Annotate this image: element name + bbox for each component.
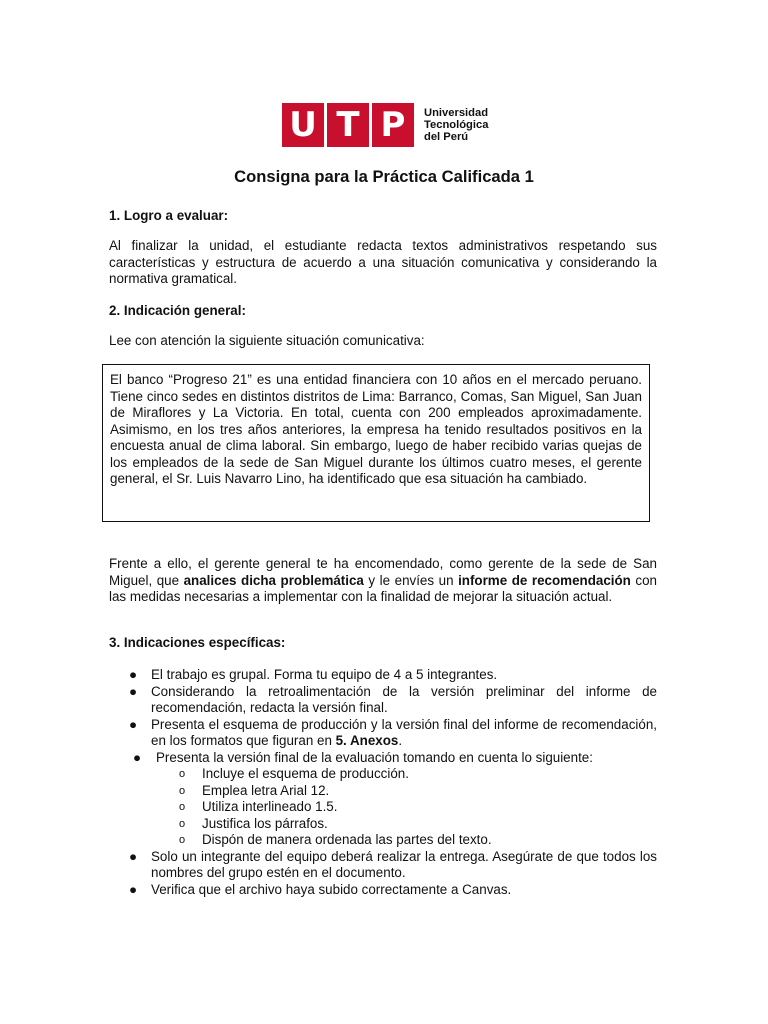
section-2-heading: 2. Indicación general: (109, 303, 246, 318)
section-1-text: Al finalizar la unidad, el estudiante redacta textos administrativos respetando sus características y estructura de acuerdo a una situación comunicativa y considerando la normativa gramatical. (109, 238, 657, 286)
assignment-text-a: Frente a ello, el gerente general te ha encomendado, como gerente de la sede de San Miguel, que (109, 556, 657, 588)
logo-line-2: Tecnológica (424, 119, 489, 131)
logo-wordmark (424, 107, 488, 143)
situation-text: El banco “Progreso 21” es una entidad financiera con 10 años en el mercado peruano. Tiene cinco sedes en distintos distritos de Lima: Barranco, Comas, San Miguel, San Juan de Miraflores y La Victoria. En total, cuenta con 200 empleados aproximadamente. Asimismo, en los tres años anteriores, la empresa ha tenido resultados positivos en la encuesta anual de clima laboral. Sin embargo, luego de haber recibido varias quejas de los empleados de la sede de San Miguel durante los últimos cuatro meses, el gerente general, el Sr. Luis Navarro Lino, ha identificado que esa situación ha cambiado. (110, 372, 642, 486)
sub-list-item: o Incluye el esquema de producción. (179, 766, 409, 781)
page-title: Consigna para la Práctica Calificada 1 (234, 167, 534, 186)
list-item: ● El trabajo es grupal. Forma tu equipo de 4 a 5 integrantes. (129, 667, 498, 682)
bullet-icon: ● (129, 667, 138, 682)
list-item: ● Presenta la versión final de la evaluación tomando en cuenta lo siguiente: o Incluye el esquema de producción. o Emplea letra Arial 12. o Utiliza interlineado 1.5. o Justifica los párrafos. o Dispón de manera ordenada las partes del texto. (109, 750, 657, 849)
list-item: ● Verifica que el archivo haya subido correctamente a Canvas. (129, 881, 512, 897)
assignment-emphasis-1: analices dicha problemática (183, 572, 364, 588)
situation-box (102, 364, 650, 522)
utp-logo (282, 103, 488, 147)
assignment-emphasis-2: informe de recomendación (458, 572, 631, 588)
bullet-icon: ● (129, 881, 138, 897)
list-item: ● Presenta el esquema de producción y la versión final del informe de recomendación, en los formatos que figuran en 5. Anexos. (129, 716, 657, 748)
logo-letter-u: U (289, 104, 317, 145)
list-item: ● Considerando la retroalimentación de la versión preliminar del informe de recomendación, redacta la versión final. (129, 683, 657, 715)
logo-letter-p: P (380, 104, 406, 145)
circle-bullet-icon: o (179, 768, 186, 780)
bullet-icon: ● (129, 716, 138, 732)
bullet-icon: ● (129, 848, 138, 864)
instructions-list (109, 667, 657, 898)
circle-bullet-icon: o (179, 834, 186, 846)
sub-list-item: o Justifica los párrafos. (179, 815, 328, 831)
list-item: ● Solo un integrante del equipo deberá realizar la entrega. Asegúrate de que todos los nombres del grupo estén en el documento. (129, 848, 657, 880)
bullet-icon: ● (133, 749, 142, 765)
annex-reference: 5. Anexos (335, 733, 399, 748)
assignment-paragraph (109, 556, 657, 606)
circle-bullet-icon: o (179, 784, 186, 797)
sub-list-item: o Emplea letra Arial 12. (179, 782, 330, 798)
assignment-text-c: y le envíes un (363, 572, 459, 588)
sub-list (109, 766, 657, 849)
logo-mark (282, 103, 414, 147)
assignment-text-e: con las medidas necesarias a implementar con la finalidad de mejorar la situación actual. (109, 572, 657, 604)
section-1-heading: 1. Logro a evaluar: (109, 208, 229, 223)
circle-bullet-icon: o (179, 801, 186, 813)
section-2-intro: Lee con atención la siguiente situación comunicativa: (109, 333, 425, 348)
sub-list-item: o Dispón de manera ordenada las partes del texto. (179, 832, 492, 847)
logo-line-3: del Perú (424, 131, 469, 143)
bullet-icon: ● (129, 683, 138, 699)
logo-line-1: Universidad (424, 107, 489, 119)
circle-bullet-icon: o (179, 817, 186, 830)
section-3-heading: 3. Indicaciones específicas: (109, 635, 286, 650)
logo-letter-t: T (336, 104, 360, 145)
sub-list-item: o Utiliza interlineado 1.5. (179, 799, 338, 814)
